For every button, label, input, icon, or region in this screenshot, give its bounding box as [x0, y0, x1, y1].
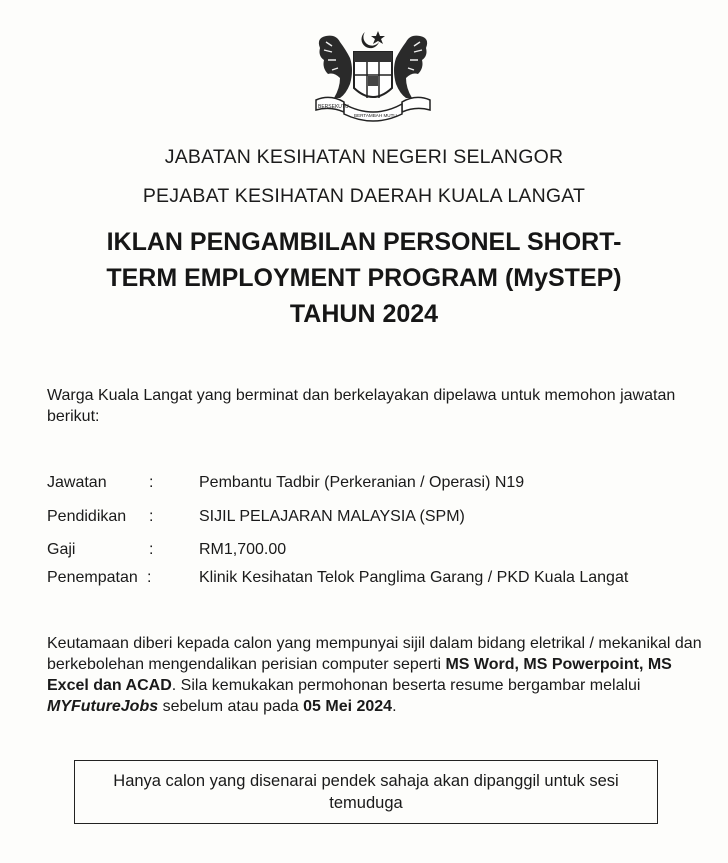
malaysia-coat-of-arms-icon: [310, 28, 436, 128]
note-text-4: .: [392, 698, 397, 715]
title-line-1: IKLAN PENGAMBILAN PERSONEL SHORT-: [106, 228, 622, 256]
intro-text: Warga Kuala Langat yang berminat dan berkelayakan dipelawa untuk memohon jawatan berikut:: [47, 387, 676, 425]
detail-label: Gaji: [47, 541, 76, 558]
note-software: MS Word, MS Powerpoint, MS Excel dan ACAD: [47, 656, 672, 694]
detail-separator: :: [149, 474, 154, 491]
office-name: PEJABAT KESIHATAN DAERAH KUALA LANGAT: [142, 185, 586, 207]
detail-value: SIJIL PELAJARAN MALAYSIA (SPM): [199, 508, 465, 525]
page-title: [30, 224, 698, 332]
detail-value: Pembantu Tadbir (Perkeranian / Operasi) N19: [199, 474, 525, 491]
note-text-2: . Sila kemukakan permohonan beserta resume bergambar melalui: [171, 677, 641, 694]
title-line-3: TAHUN 2024: [289, 300, 439, 328]
crest-motto-right: BERTAMBAH MUTU: [354, 113, 397, 118]
preference-note: [47, 633, 707, 717]
detail-separator: :: [149, 541, 154, 558]
detail-label: Pendidikan: [47, 508, 127, 525]
detail-separator: :: [149, 508, 154, 525]
note-text-3: sebelum atau pada: [158, 698, 304, 715]
detail-value: Klinik Kesihatan Telok Panglima Garang / PKD Kuala Langat: [199, 569, 629, 586]
shortlist-notice-box: Hanya calon yang disenarai pendek sahaja akan dipanggil untuk sesi temuduga: [74, 760, 658, 824]
title-line-2: TERM EMPLOYMENT PROGRAM (MySTEP): [106, 264, 622, 292]
detail-separator: :: [147, 569, 152, 586]
detail-label: Penempatan: [47, 569, 138, 586]
detail-label: Jawatan: [47, 474, 107, 491]
note-text-1: Keutamaan diberi kepada calon yang mempunyai sijil dalam bidang eletrikal / mekanikal dan berkebolehan mengendalikan perisian computer seperti: [47, 635, 702, 673]
note-deadline: 05 Mei 2024: [303, 698, 393, 715]
detail-value: RM1,700.00: [199, 541, 287, 558]
note-portal: MYFutureJobs: [47, 698, 159, 715]
crest-motto-left: BERSEKUTU: [318, 104, 349, 110]
department-name: JABATAN KESIHATAN NEGERI SELANGOR: [164, 146, 564, 168]
